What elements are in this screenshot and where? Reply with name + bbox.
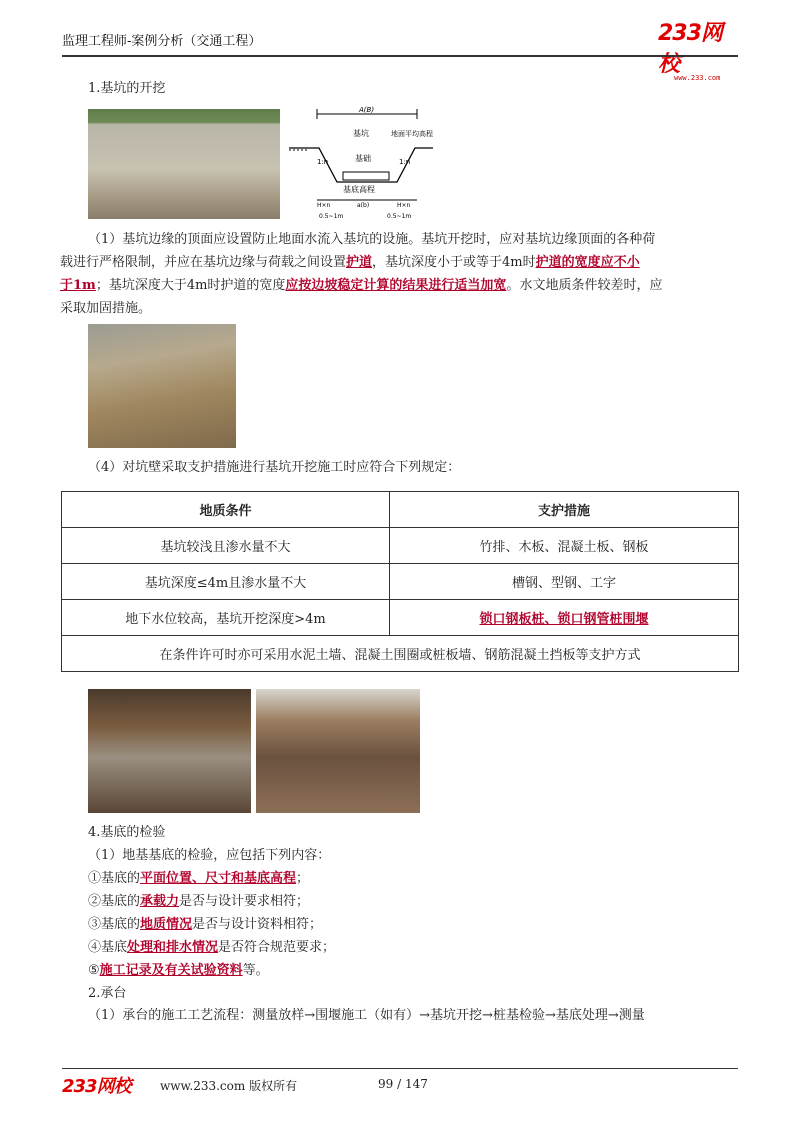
paragraph-line: 载进行严格限制，并应在基坑边缘与荷载之间设置护道，基坑深度小于或等于4m时护道的宽度应不小 [60,255,640,270]
table-note: 在条件许可时亦可采用水泥土墙、混凝土围圈或桩板墙、钢筋混凝土挡板等支护方式 [62,636,739,672]
table-cell: 基坑较浅且渗水量不大 [62,528,390,564]
inspection-list [88,867,335,982]
diagram-label-slope-right: 1:n [399,158,411,166]
logo-text: 233网校 [658,21,722,77]
diagram-dim-ab: a(b) [357,202,370,209]
paragraph-line: 采取加固措施。 [60,301,152,316]
header-divider [62,55,738,57]
diagram-dim-margin-right: 0.5~1m [387,213,412,220]
cofferdam-photo-1 [88,689,251,813]
footer-logo: 233网校 [62,1076,131,1097]
highlight-sheet-pile: 锁口钢板桩、锁口钢管桩围堰 [479,612,649,627]
excavation-pit-photo [88,109,280,219]
table-cell [390,600,739,636]
table-row [62,564,739,600]
diagram-label-bottom: 基底高程 [343,185,375,194]
diagram-dim-hn-right: H×n [397,202,411,209]
pile-cap-process: （1）承台的施工工艺流程：测量放样→围堰施工（如有）→基坑开挖→桩基检验→基底处理→测量 [88,1008,645,1023]
document-header-title: 监理工程师-案例分析（交通工程） [62,34,262,49]
list-item: ⑤施工记录及有关试验资料等。 [88,963,269,978]
support-measures-table [61,491,739,672]
paragraph-line: （1）基坑边缘的顶面应设置防止地面水流入基坑的设施。基坑开挖时，应对基坑边缘顶面的各种荷 [88,232,656,247]
pit-cross-section-diagram [287,104,435,222]
footer-copyright: www.233.com 版权所有 [160,1079,298,1093]
pit-railing-photo [88,324,236,448]
table-cell: 基坑深度≤4m且渗水量不大 [62,564,390,600]
section-heading-pile-cap: 2.承台 [88,986,127,1001]
diagram-label-pit: 基坑 [353,129,369,138]
diagram-label-ground: 地面平均高程 [391,130,433,138]
table-cell: 竹排、木板、混凝土板、钢板 [390,528,739,564]
diagram-dim-margin-left: 0.5~1m [319,213,344,220]
highlight-berm-width: 护道的宽度应不小 [535,255,640,270]
paragraph-pit-edge [60,228,748,320]
logo-url: www.233.com [674,74,721,82]
section-heading-inspection: 4.基底的检验 [88,825,166,840]
diagram-dim-hn-left: H×n [317,202,331,209]
table-note-row [62,636,739,672]
list-item: ①基底的平面位置、尺寸和基底高程； [88,871,310,886]
table-header-row [62,492,739,528]
table-cell: 槽钢、型钢、工字 [390,564,739,600]
diagram-label-foundation: 基础 [355,154,371,163]
table-cell: 地下水位较高，基坑开挖深度>4m [62,600,390,636]
section-heading-excavation: 1.基坑的开挖 [88,81,166,96]
list-item: ②基底的承载力是否与设计要求相符； [88,894,310,909]
diagram-label-slope-left: 1:n [317,158,329,166]
table-row [62,600,739,636]
footer-divider [62,1068,738,1069]
paragraph-support-rules: （4）对坑壁采取支护措施进行基坑开挖施工时应符合下列规定： [88,460,461,475]
list-item: ③基底的地质情况是否与设计资料相符； [88,917,323,932]
list-item: ④基底处理和排水情况是否符合规范要求； [88,940,336,955]
brand-logo [658,16,738,82]
highlight-berm: 护道 [346,255,373,270]
cofferdam-photo-2 [256,689,420,813]
diagram-label-ab: A(B) [359,106,375,114]
inspection-intro: （1）地基基底的检验，应包括下列内容： [88,848,331,863]
highlight-1m: 于1m [60,278,96,293]
page-number: 99 / 147 [378,1077,428,1091]
highlight-widen: 应按边坡稳定计算的结果进行适当加宽 [285,278,507,293]
table-row [62,528,739,564]
column-header-support: 支护措施 [390,492,739,528]
paragraph-line: 于1m；基坑深度大于4m时护道的宽度应按边坡稳定计算的结果进行适当加宽。水文地质条件较差时，应 [60,278,663,293]
column-header-geology: 地质条件 [62,492,390,528]
